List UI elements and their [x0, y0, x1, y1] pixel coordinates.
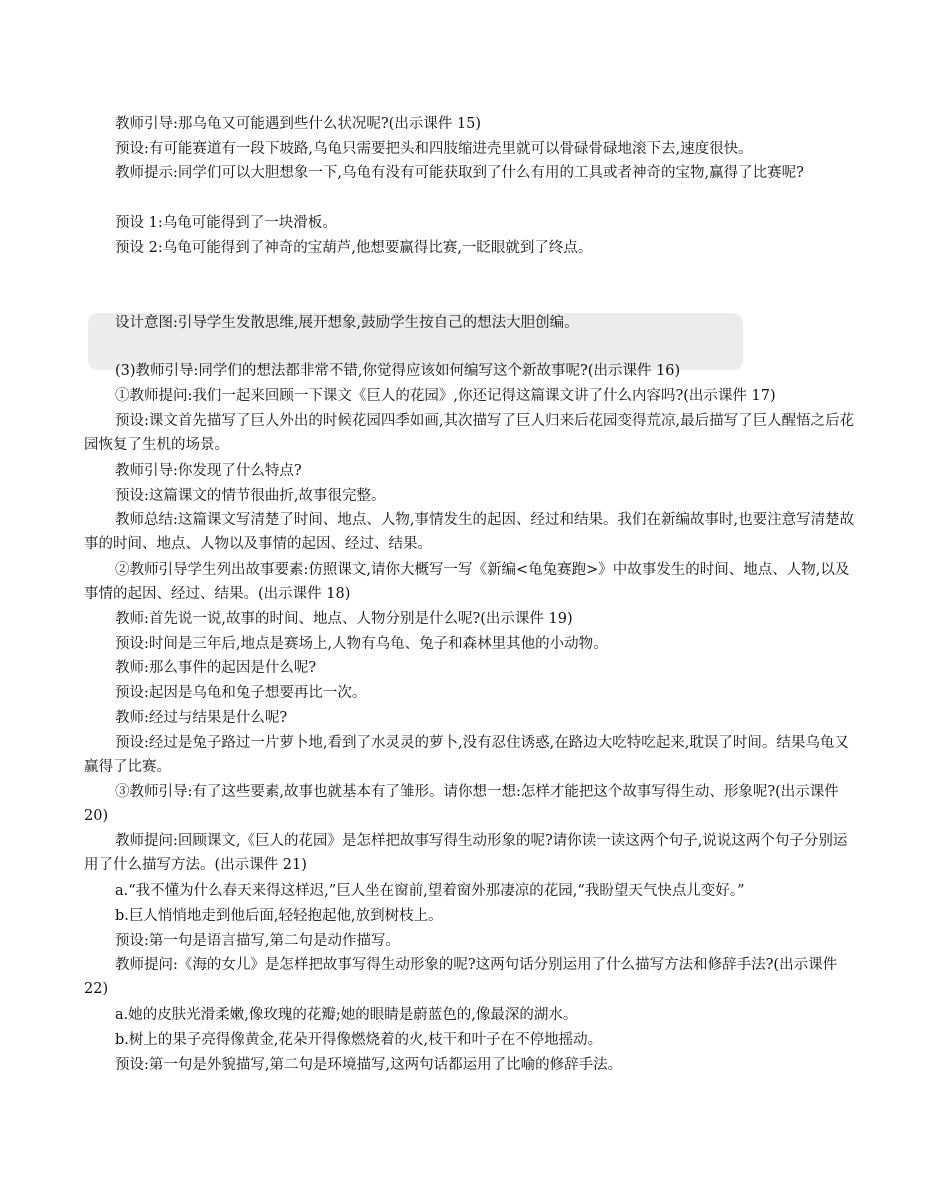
paragraph: 教师引导:你发现了什么特点? [115, 463, 302, 479]
paragraph: 教师引导:那乌龟又可能遇到些什么状况呢?(出示课件 15) [115, 116, 482, 132]
paragraph: 教师总结:这篇课文写清楚了时间、地点、人物,事情发生的起因、经过和结果。我们在新编故事时,也要注意写清楚故事的时间、地点、人物以及事情的起因、经过、结果。 [84, 512, 855, 552]
paragraph: 教师提示:同学们可以大胆想象一下,乌龟有没有可能获取到了什么有用的工具或者神奇的宝物,赢得了比赛呢? [115, 165, 804, 181]
paragraph: 预设:起因是乌龟和兔子想要再比一次。 [115, 685, 367, 701]
paragraph: 预设:时间是三年后,地点是赛场上,人物有乌龟、兔子和森林里其他的小动物。 [115, 636, 608, 652]
paragraph: a.“我不懂为什么春天来得这样迟,”巨人坐在窗前,望着窗外那凄凉的花园,“我盼望天气快点儿变好。” [115, 883, 745, 899]
paragraph: 预设:这篇课文的情节很曲折,故事很完整。 [115, 488, 386, 504]
paragraph: 教师提问:回顾课文,《巨人的花园》是怎样把故事写得生动形象的呢?请你读一读这两个句子,说说这两个句子分别运用了什么描写方法。(出示课件 21) [84, 833, 848, 873]
paragraph: ③教师引导:有了这些要素,故事也就基本有了雏形。请你想一想:怎样才能把这个故事写得生动、形象呢?(出示课件 20) [84, 784, 839, 824]
paragraph: (3)教师引导:同学们的想法都非常不错,你觉得应该如何编写这个新故事呢?(出示课件 16) [115, 363, 681, 379]
paragraph: 教师:首先说一说,故事的时间、地点、人物分别是什么呢?(出示课件 19) [115, 611, 573, 627]
design-intent-text: 设计意图:引导学生发散思维,展开想象,鼓励学生按自己的想法大胆创编。 [115, 315, 579, 331]
paragraph: ①教师提问:我们一起来回顾一下课文《巨人的花园》,你还记得这篇课文讲了什么内容吗?(出示课件 17) [115, 388, 776, 404]
paragraph: a.她的皮肤光滑柔嫩,像玫瑰的花瓣;她的眼睛是蔚蓝色的,像最深的湖水。 [115, 1007, 578, 1023]
paragraph: b.树上的果子亮得像黄金,花朵开得像燃烧着的火,枝干和叶子在不停地摇动。 [115, 1032, 603, 1048]
paragraph: 预设:第一句是外貌描写,第二句是环境描写,这两句话都运用了比喻的修辞手法。 [115, 1057, 623, 1073]
paragraph: 预设:第一句是语言描写,第二句是动作描写。 [115, 933, 400, 949]
paragraph: 预设:有可能赛道有一段下坡路,乌龟只需要把头和四肢缩进壳里就可以骨碌骨碌地滚下去,速度很快。 [115, 141, 753, 157]
paragraph: 教师:那么事件的起因是什么呢? [115, 660, 317, 676]
paragraph: b.巨人悄悄地走到他后面,轻轻抱起他,放到树枝上。 [115, 908, 443, 924]
paragraph: 预设 2:乌龟可能得到了神奇的宝葫芦,他想要赢得比赛,一眨眼就到了终点。 [115, 240, 593, 256]
paragraph: 教师:经过与结果是什么呢? [115, 710, 288, 726]
paragraph: ②教师引导学生列出故事要素:仿照课文,请你大概写一写《新编<龟兔赛跑>》中故事发生的时间、地点、人物,以及事情的起因、经过、结果。(出示课件 18) [84, 562, 850, 602]
paragraph: 预设:经过是兔子路过一片萝卜地,看到了水灵灵的萝卜,没有忍住诱惑,在路边大吃特吃起来,耽误了时间。结果乌龟又赢得了比赛。 [84, 735, 849, 775]
paragraph: 预设 1:乌龟可能得到了一块滑板。 [115, 215, 337, 231]
paragraph: 教师提问:《海的女儿》是怎样把故事写得生动形象的呢?这两句话分别运用了什么描写方法和修辞手法?(出示课件 22) [84, 957, 838, 997]
paragraph: 预设:课文首先描写了巨人外出的时候花园四季如画,其次描写了巨人归来后花园变得荒凉,最后描写了巨人醒悟之后花园恢复了生机的场景。 [84, 413, 855, 453]
